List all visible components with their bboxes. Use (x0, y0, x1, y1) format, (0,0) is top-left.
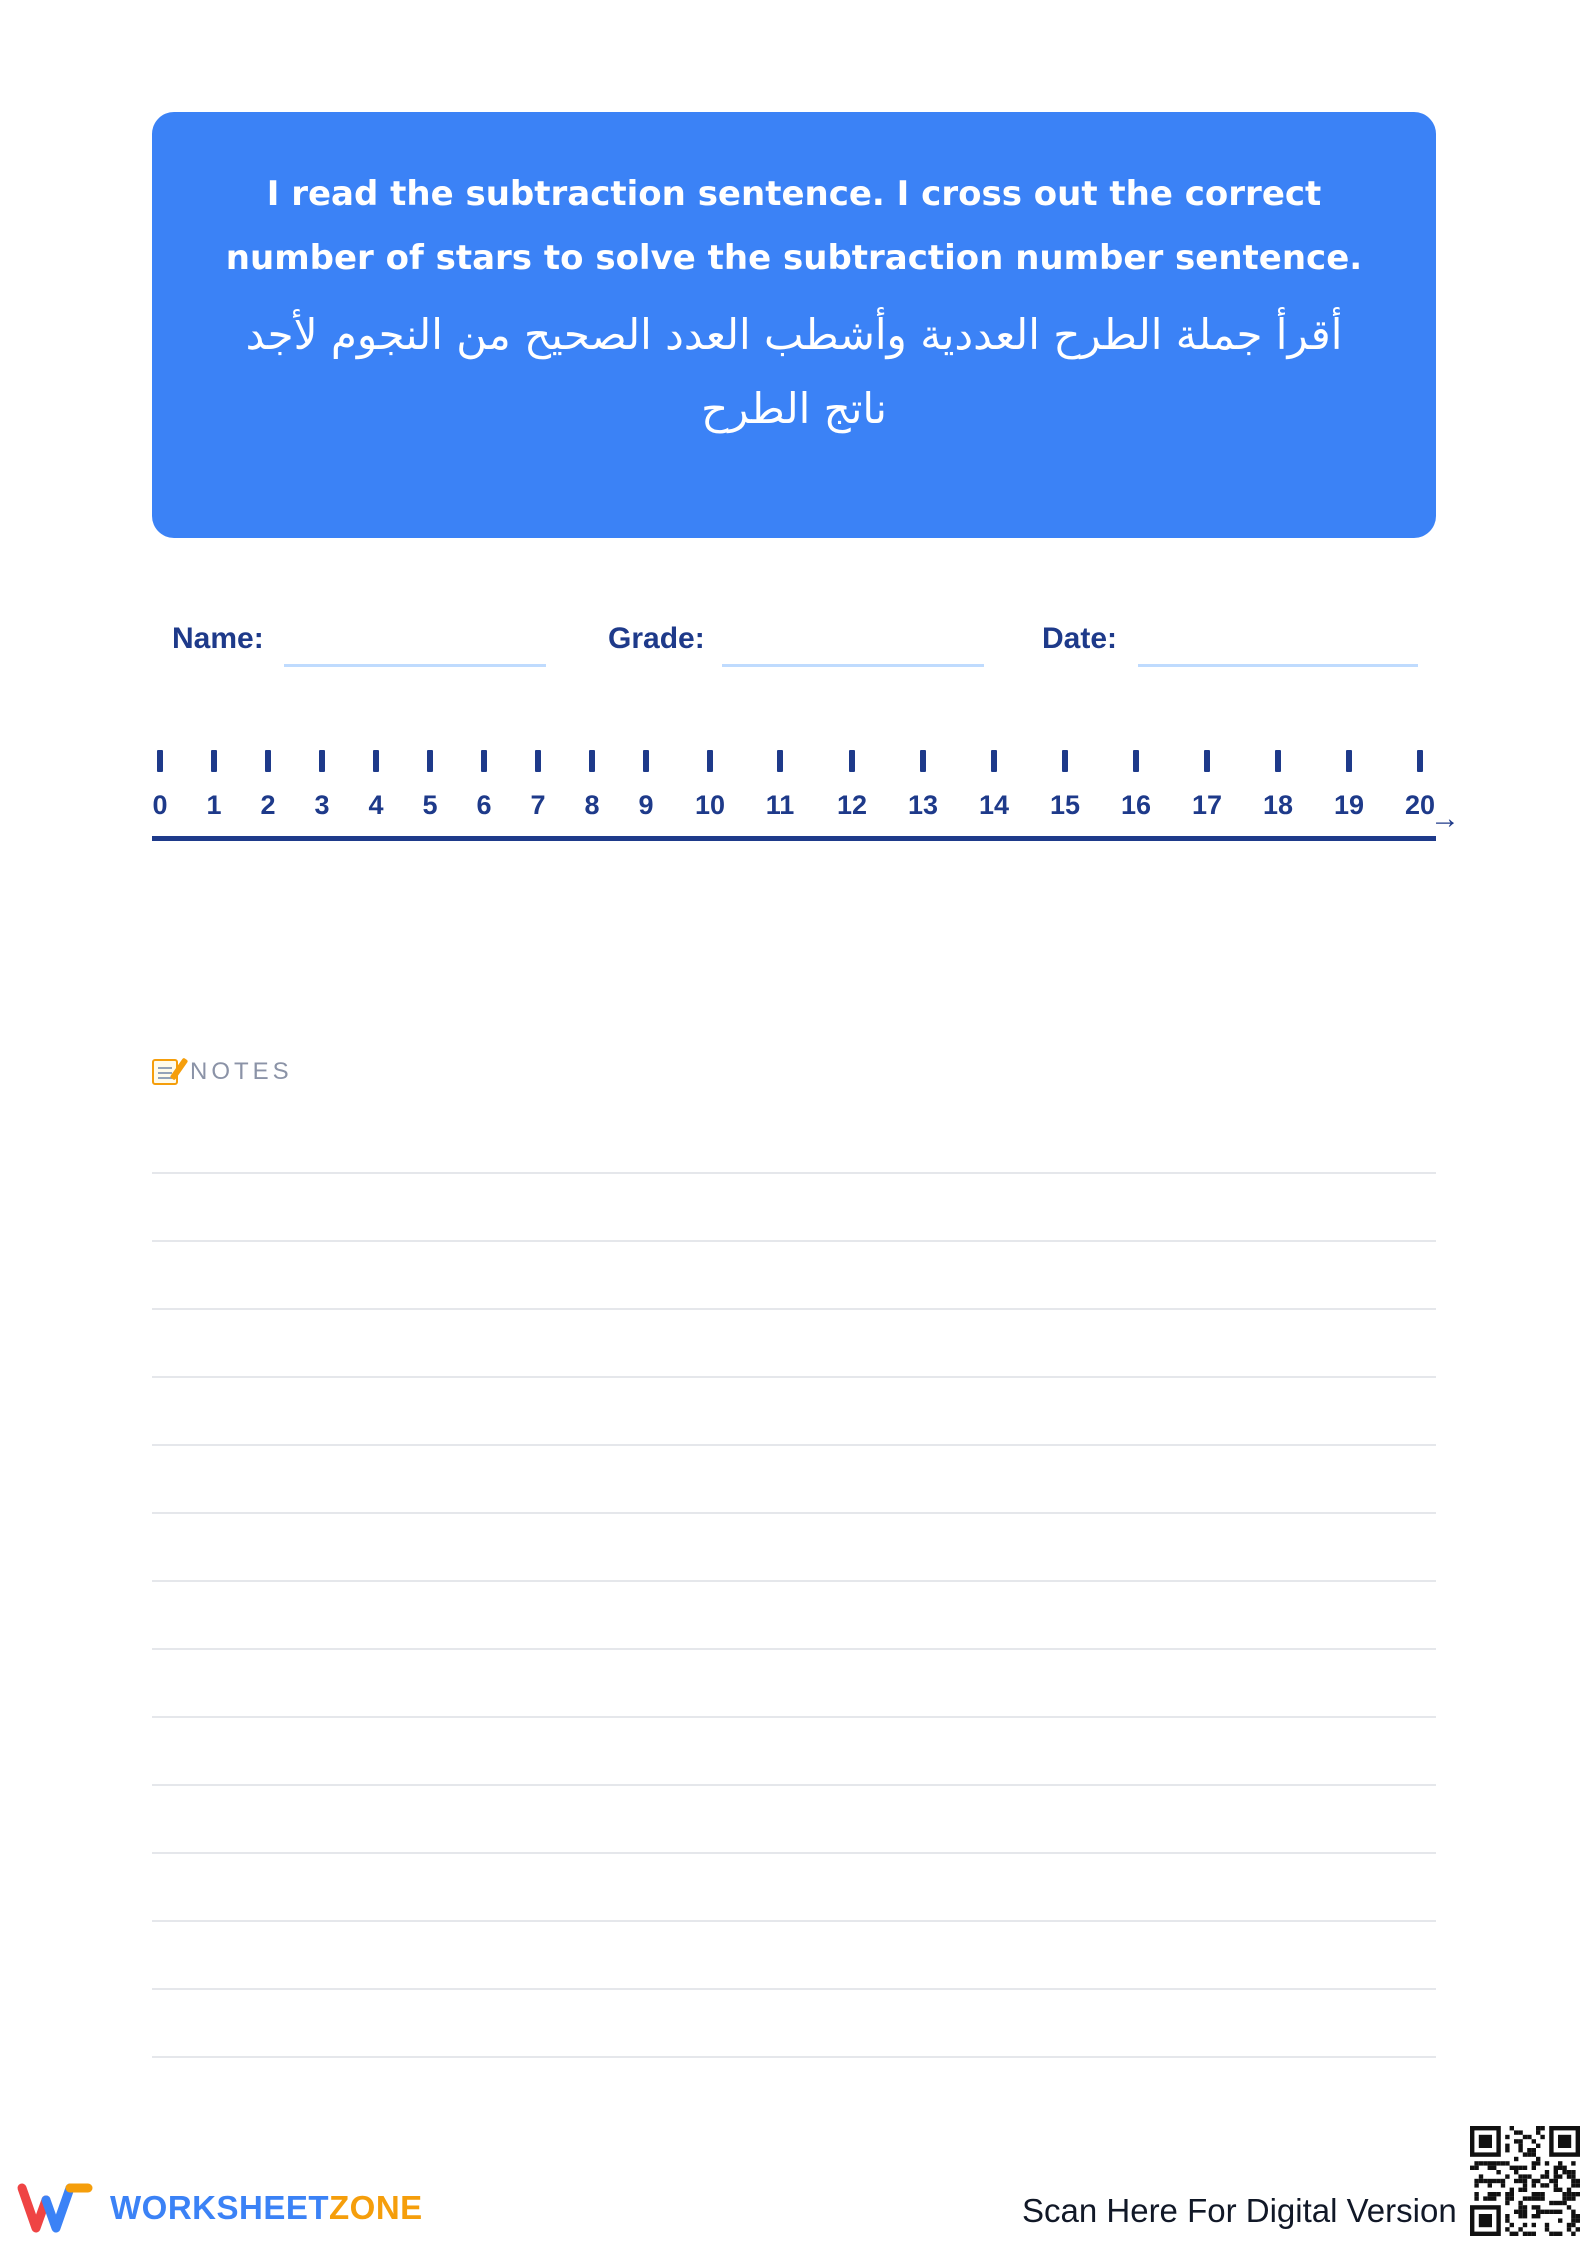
tick-7 (535, 750, 541, 772)
date-field[interactable] (1138, 664, 1418, 667)
scan-instruction: Scan Here For Digital Version (1022, 2192, 1457, 2229)
tick-label-8: 8 (584, 790, 600, 820)
tick-15 (1062, 750, 1068, 772)
tick-5 (427, 750, 433, 772)
arrow-right-icon: → (1430, 802, 1460, 835)
grade-field[interactable] (722, 664, 984, 667)
note-line (152, 1444, 1436, 1446)
tick-label-16: 16 (1120, 790, 1152, 820)
tick-label-12: 12 (836, 790, 868, 820)
tick-label-1: 1 (206, 790, 222, 820)
tick-4 (373, 750, 379, 772)
notes-title: NOTES (190, 1058, 293, 1085)
tick-label-4: 4 (368, 790, 384, 820)
tick-3 (319, 750, 325, 772)
tick-1 (211, 750, 217, 772)
tick-label-17: 17 (1191, 790, 1223, 820)
instruction-arabic: أقرأ جملة الطرح العددية وأشطب العدد الصحيح من النجوم لأجد ناتج الطرح (245, 310, 1343, 433)
note-line (152, 1988, 1436, 1990)
tick-label-15: 15 (1049, 790, 1081, 820)
tick-label-7: 7 (530, 790, 546, 820)
tick-label-5: 5 (422, 790, 438, 820)
tick-label-10: 10 (694, 790, 726, 820)
notes-header (152, 1058, 293, 1086)
worksheetzone-logo (16, 2180, 423, 2236)
instruction-banner (152, 112, 1436, 538)
note-line (152, 1784, 1436, 1786)
tick-label-2: 2 (260, 790, 276, 820)
logo-mark-icon (16, 2180, 96, 2236)
tick-18 (1275, 750, 1281, 772)
tick-2 (265, 750, 271, 772)
tick-label-19: 19 (1333, 790, 1365, 820)
name-field[interactable] (284, 664, 546, 667)
tick-label-14: 14 (978, 790, 1010, 820)
tick-11 (777, 750, 783, 772)
tick-label-18: 18 (1262, 790, 1294, 820)
note-line (152, 1716, 1436, 1718)
name-label: Name: (172, 622, 264, 655)
date-label: Date: (1042, 622, 1118, 655)
tick-label-20: 20 (1404, 790, 1436, 820)
tick-16 (1133, 750, 1139, 772)
qr-code-icon[interactable] (1470, 2126, 1580, 2236)
tick-17 (1204, 750, 1210, 772)
tick-label-11: 11 (765, 790, 795, 820)
number-line-axis (152, 836, 1436, 841)
note-line (152, 1240, 1436, 1242)
tick-20 (1417, 750, 1423, 772)
tick-8 (589, 750, 595, 772)
tick-0 (157, 750, 163, 772)
note-line (152, 1512, 1436, 1514)
note-line (152, 1648, 1436, 1650)
tick-6 (481, 750, 487, 772)
note-line (152, 1376, 1436, 1378)
tick-19 (1346, 750, 1352, 772)
tick-10 (707, 750, 713, 772)
note-line (152, 2056, 1436, 2058)
tick-14 (991, 750, 997, 772)
note-line (152, 1852, 1436, 1854)
tick-12 (849, 750, 855, 772)
note-line (152, 1172, 1436, 1174)
tick-label-13: 13 (907, 790, 939, 820)
tick-label-0: 0 (152, 790, 168, 820)
tick-9 (643, 750, 649, 772)
tick-label-9: 9 (638, 790, 654, 820)
memo-icon (152, 1059, 178, 1085)
note-line (152, 1580, 1436, 1582)
note-line (152, 1308, 1436, 1310)
grade-label: Grade: (608, 622, 705, 655)
note-line (152, 1920, 1436, 1922)
instruction-english: I read the subtraction sentence. I cross out the correct number of stars to solve the subtraction number sentence. (225, 174, 1363, 278)
brand-name: WORKSHEETZONE (110, 2189, 423, 2226)
number-line (152, 740, 1462, 850)
tick-label-3: 3 (314, 790, 330, 820)
tick-label-6: 6 (476, 790, 492, 820)
tick-13 (920, 750, 926, 772)
